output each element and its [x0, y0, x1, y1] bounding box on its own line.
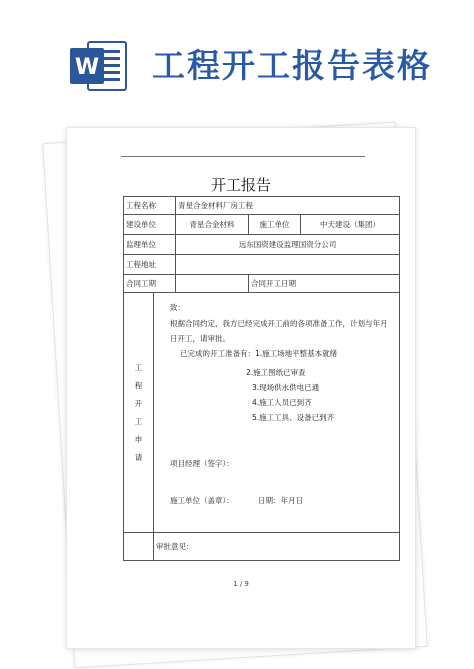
row-builder — [124, 215, 400, 235]
page-header — [0, 0, 474, 110]
row-supervisor — [124, 235, 400, 255]
contract-period-label: 合同工期 — [124, 275, 176, 293]
document-page — [66, 127, 416, 649]
builder-value: 青星合金材料 — [176, 215, 249, 235]
application-side-label — [124, 293, 154, 533]
approval-label: 审批意见： — [154, 533, 400, 561]
row-contract — [124, 275, 400, 293]
prep-item-5: 5.施工工具、设备已到齐 — [252, 413, 335, 422]
side-char: 工 — [134, 362, 143, 372]
word-icon — [68, 38, 128, 94]
approval-side-cell — [124, 533, 154, 561]
side-char: 工 — [134, 416, 143, 426]
side-char: 请 — [134, 452, 143, 462]
contractor-stamp: 施工单位（盖章）： — [170, 496, 234, 505]
address-value — [176, 255, 400, 275]
supervisor-label: 监理单位 — [124, 235, 176, 255]
application-body — [154, 293, 400, 533]
prep-item-3: 3.现场供水供电已通 — [252, 383, 320, 392]
supervisor-value: 远东国资建设监理国资分公司 — [176, 235, 400, 255]
salutation: 致： — [170, 303, 185, 312]
page-number: 1 / 9 — [233, 580, 249, 588]
word-icon-letter: W — [74, 55, 100, 80]
prep-item-1: 1.施工场地平整基本就绪 — [255, 349, 338, 358]
prep-intro: 已完成的开工准备有：1.施工场地平整基本就绪 — [180, 349, 338, 358]
header-rule — [121, 156, 365, 157]
side-char: 申 — [134, 434, 143, 444]
paragraph-line-1: 根据合同约定，我方已经完成开工前的各项准备工作，计划与年月 — [170, 319, 388, 328]
side-char: 开 — [134, 398, 143, 408]
builder-label: 建设单位 — [124, 215, 176, 235]
document-title: 开工报告 — [210, 176, 271, 194]
address-label: 工程地址 — [124, 255, 176, 275]
paragraph-line-2: 日开工，请审批。 — [170, 334, 230, 343]
contract-start-label: 合同开工日期 — [249, 275, 400, 293]
row-approval — [124, 533, 400, 561]
contract-period-value — [176, 275, 249, 293]
page-title: 工程开工报告表格 — [152, 46, 432, 85]
report-form-table — [123, 196, 400, 561]
project-name-value: 青星合金材料厂房工程 — [176, 197, 400, 215]
contractor-label: 施工单位 — [249, 215, 301, 235]
prep-item-4: 4.施工人员已到齐 — [252, 398, 312, 407]
application-date: 日期：年月日 — [258, 496, 303, 505]
project-name-label: 工程名称 — [124, 197, 176, 215]
contractor-value: 中天建设（集团） — [301, 215, 400, 235]
row-project-name — [124, 197, 400, 215]
prep-item-2: 2.施工图纸已审查 — [246, 368, 306, 377]
row-address — [124, 255, 400, 275]
row-application — [124, 293, 400, 533]
project-manager-signature: 项目经理（签字）： — [170, 459, 234, 468]
side-char: 程 — [134, 380, 143, 390]
